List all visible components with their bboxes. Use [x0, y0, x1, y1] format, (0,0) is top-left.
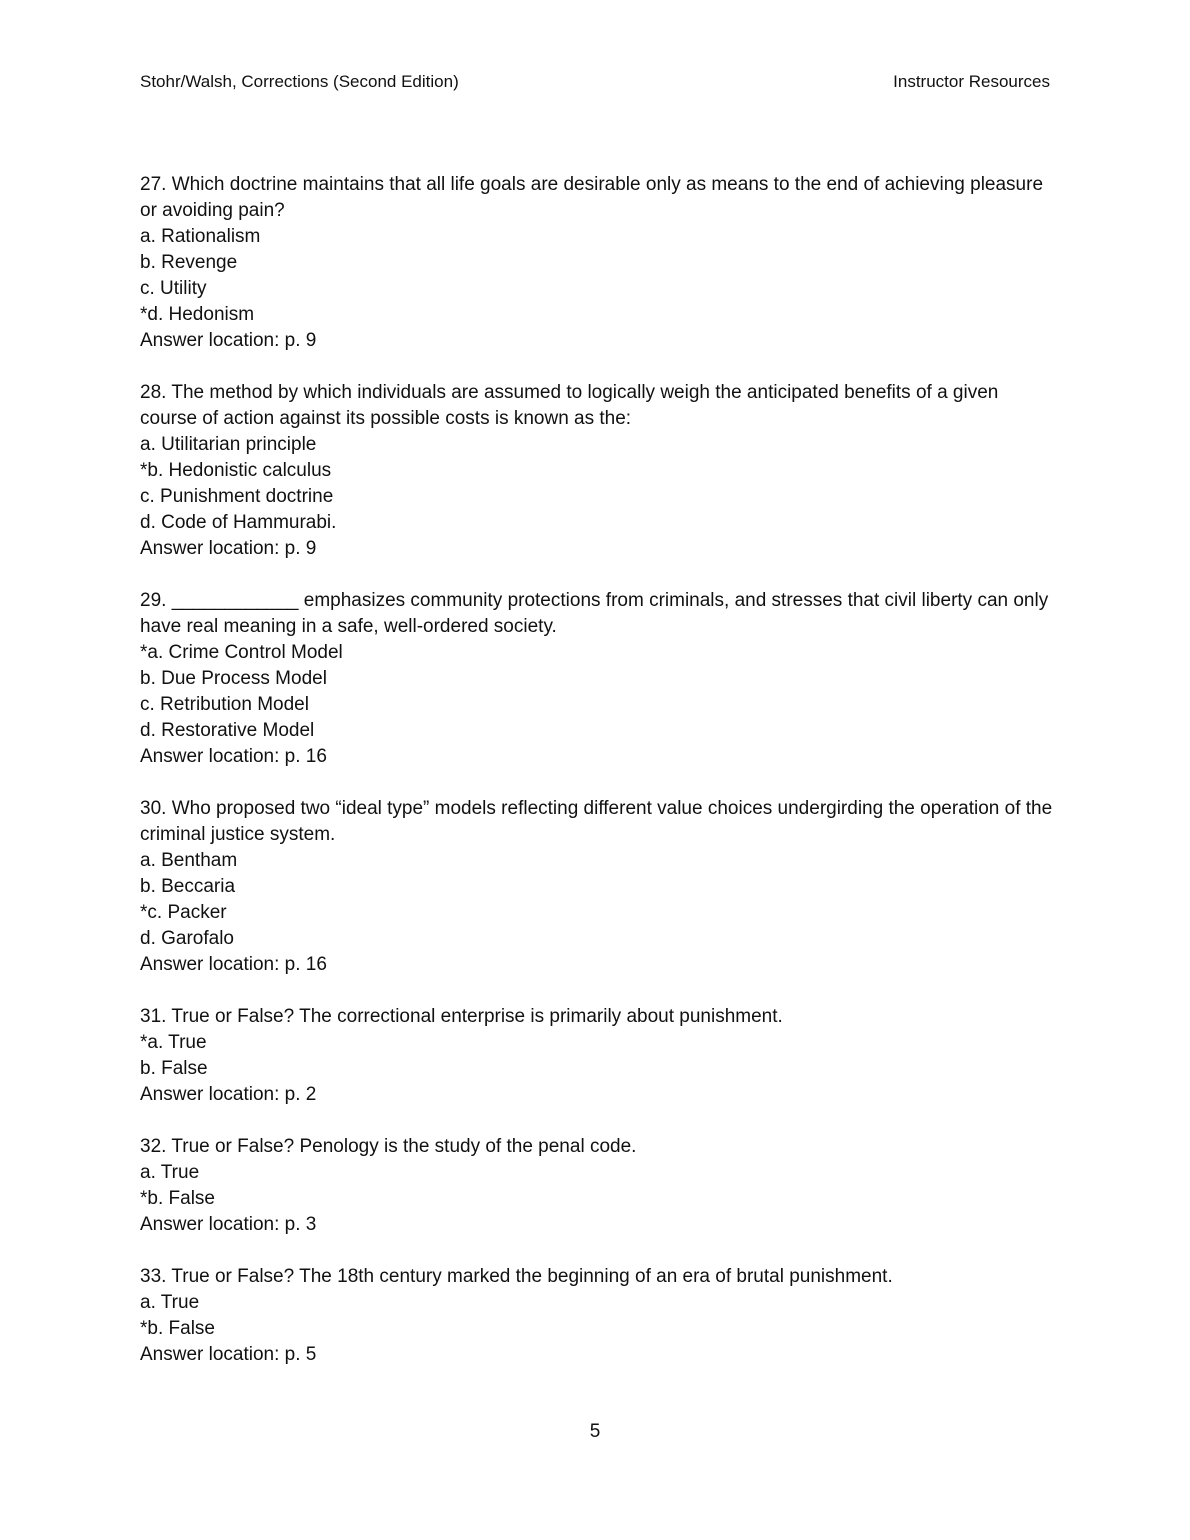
- question-32: [140, 1134, 1060, 1238]
- header-title: Stohr/Walsh, Corrections (Second Edition): [140, 72, 459, 91]
- answer-option-correct: *d. Hedonism: [140, 304, 255, 325]
- answer-location: Answer location: p. 3: [140, 1214, 317, 1235]
- answer-option: b. Due Process Model: [140, 668, 327, 689]
- answer-option: a. Bentham: [140, 850, 238, 871]
- question-33: [140, 1264, 1060, 1368]
- answer-option: a. True: [140, 1292, 200, 1313]
- answer-location: Answer location: p. 9: [140, 538, 317, 559]
- answer-option: d. Garofalo: [140, 928, 234, 949]
- answer-option-correct: *a. Crime Control Model: [140, 642, 343, 663]
- answer-option-correct: *b. Hedonistic calculus: [140, 460, 332, 481]
- answer-option: a. True: [140, 1162, 200, 1183]
- answer-location: Answer location: p. 9: [140, 330, 317, 351]
- answer-location: Answer location: p. 16: [140, 746, 327, 767]
- answer-option: a. Rationalism: [140, 226, 261, 247]
- answer-option: a. Utilitarian principle: [140, 434, 317, 455]
- question-31: [140, 1004, 1060, 1108]
- answer-location: Answer location: p. 16: [140, 954, 327, 975]
- page-header: [140, 70, 1050, 94]
- header-section: Instructor Resources: [893, 72, 1050, 91]
- question-29: [140, 588, 1060, 770]
- answer-option-correct: *b. False: [140, 1188, 215, 1209]
- answer-option: d. Code of Hammurabi.: [140, 512, 337, 533]
- answer-option-correct: *c. Packer: [140, 902, 227, 923]
- question-text: 27. Which doctrine maintains that all life goals are desirable only as means to the end of achieving pleasure or avoiding pain?: [140, 174, 1044, 221]
- question-text: 33. True or False? The 18th century marked the beginning of an era of brutal punishment.: [140, 1266, 893, 1287]
- question-text: 28. The method by which individuals are assumed to logically weigh the anticipated benefits of a given course of action against its possible costs is known as the:: [140, 382, 999, 429]
- answer-option: b. Revenge: [140, 252, 238, 273]
- answer-location: Answer location: p. 2: [140, 1084, 317, 1105]
- answer-option: d. Restorative Model: [140, 720, 315, 741]
- question-27: [140, 172, 1060, 354]
- question-30: [140, 796, 1060, 978]
- answer-option-correct: *a. True: [140, 1032, 207, 1053]
- question-text: 29. ____________ emphasizes community protections from criminals, and stresses that civil liberty can only have real meaning in a safe, well-ordered society.: [140, 590, 1049, 637]
- answer-option: b. False: [140, 1058, 208, 1079]
- answer-option: c. Retribution Model: [140, 694, 309, 715]
- question-28: [140, 380, 1060, 562]
- page-number: 5: [589, 1421, 601, 1442]
- answer-option-correct: *b. False: [140, 1318, 215, 1339]
- question-text: 32. True or False? Penology is the study of the penal code.: [140, 1136, 637, 1157]
- answer-option: c. Punishment doctrine: [140, 486, 334, 507]
- question-text: 30. Who proposed two “ideal type” models reflecting different value choices undergirding the operation of the criminal justice system.: [140, 798, 1053, 845]
- answer-location: Answer location: p. 5: [140, 1344, 317, 1365]
- answer-option: c. Utility: [140, 278, 207, 299]
- question-text: 31. True or False? The correctional enterprise is primarily about punishment.: [140, 1006, 783, 1027]
- answer-option: b. Beccaria: [140, 876, 236, 897]
- question-list: [140, 172, 1060, 1394]
